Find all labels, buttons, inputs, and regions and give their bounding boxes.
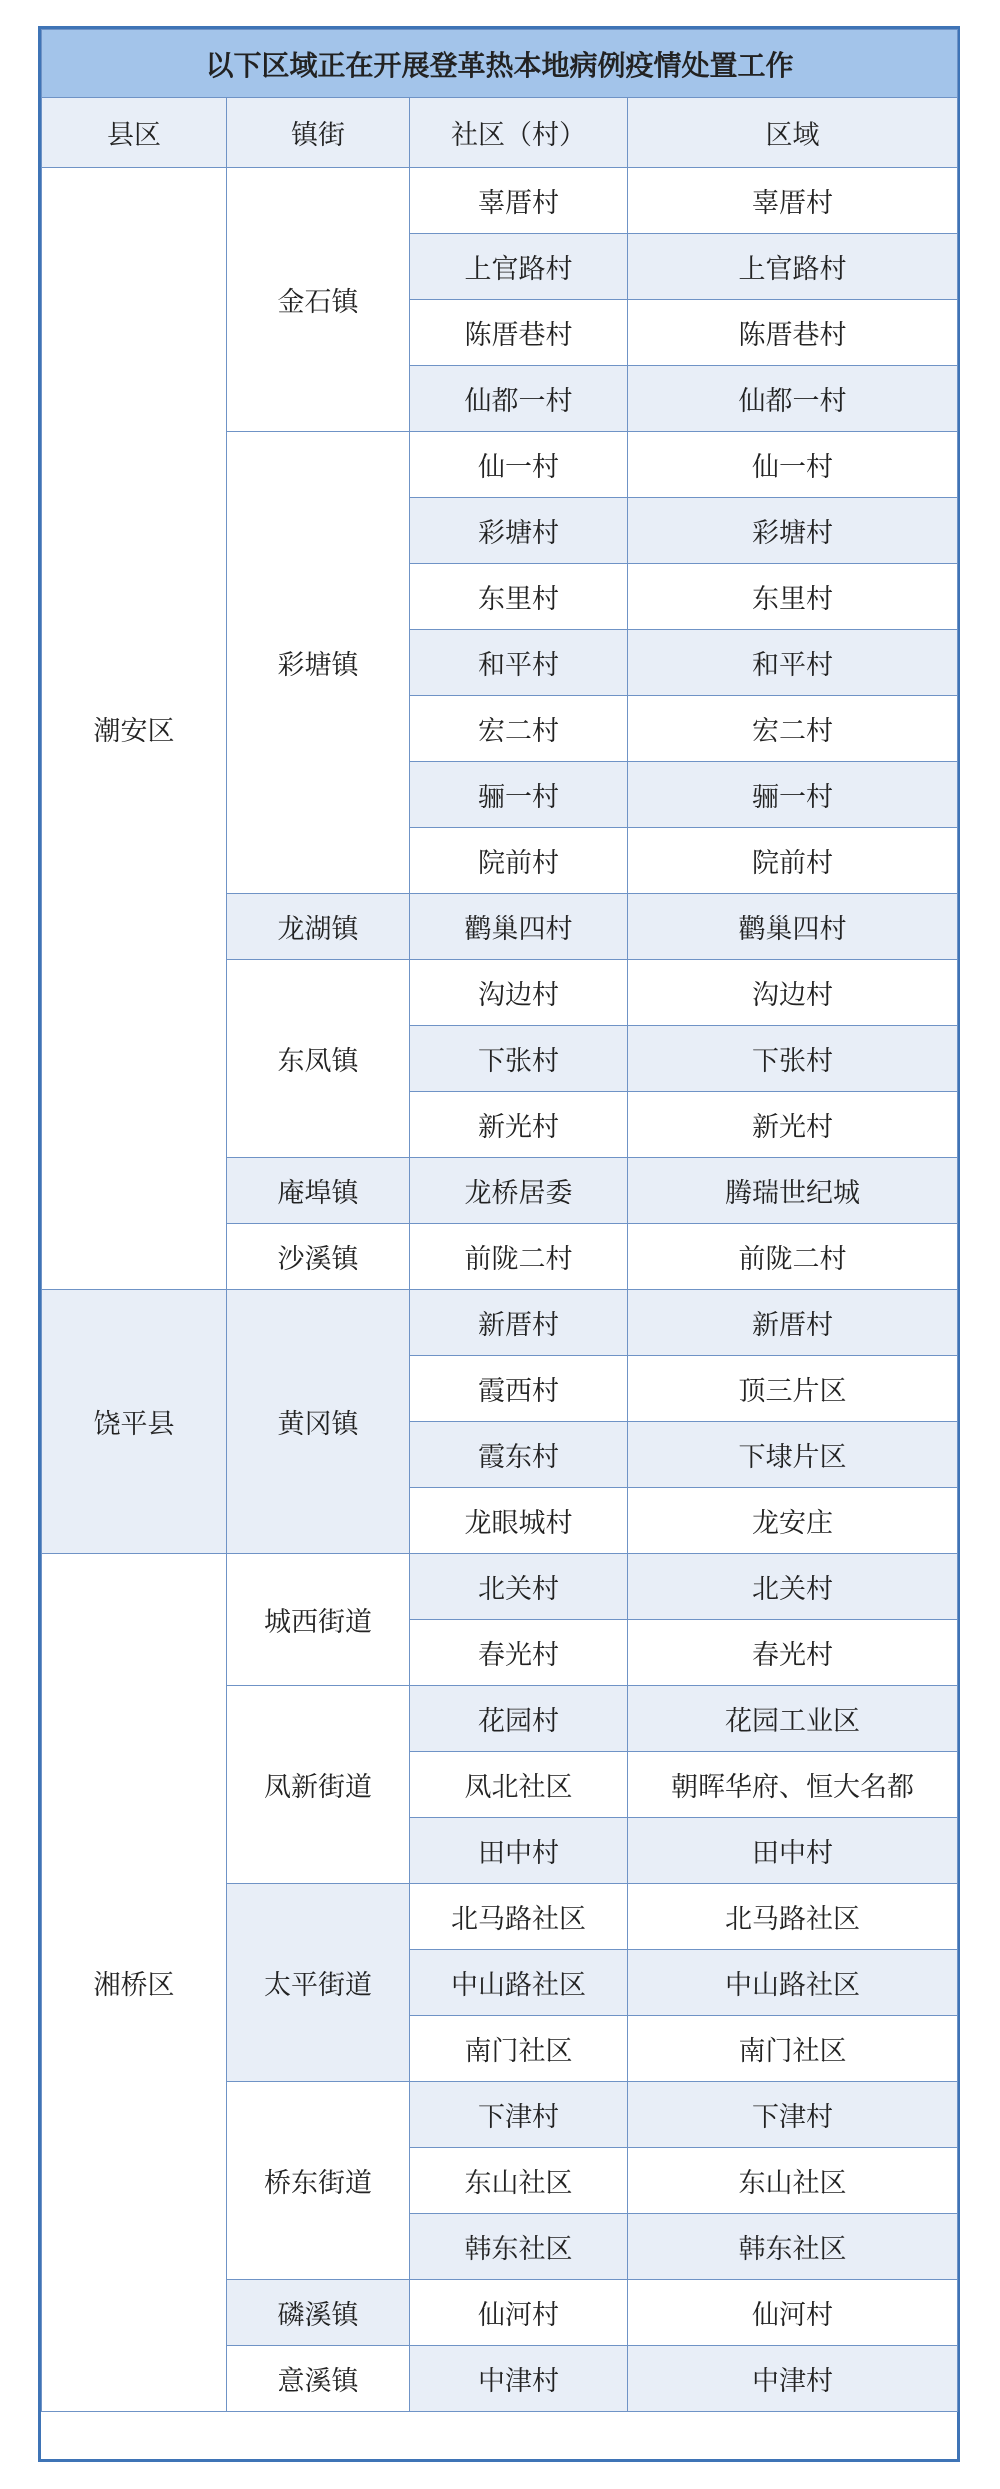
- community-cell: 东山社区: [410, 2148, 628, 2214]
- community-cell: 和平村: [410, 630, 628, 696]
- area-cell: 下津村: [628, 2082, 958, 2148]
- area-cell: 北关村: [628, 1554, 958, 1620]
- area-cell: 鹳巢四村: [628, 894, 958, 960]
- community-cell: 骊一村: [410, 762, 628, 828]
- header-community: 社区（村）: [410, 98, 628, 168]
- table-body: [42, 168, 958, 2412]
- area-cell: 朝晖华府、恒大名都: [628, 1752, 958, 1818]
- community-cell: 彩塘村: [410, 498, 628, 564]
- area-cell: 东里村: [628, 564, 958, 630]
- header-row: [42, 98, 958, 168]
- area-cell: 下埭片区: [628, 1422, 958, 1488]
- community-cell: 前陇二村: [410, 1224, 628, 1290]
- area-cell: 辜厝村: [628, 168, 958, 234]
- community-cell: 东里村: [410, 564, 628, 630]
- table-frame: [38, 26, 960, 2462]
- town-cell: 龙湖镇: [227, 894, 410, 960]
- community-cell: 陈厝巷村: [410, 300, 628, 366]
- town-cell: 磷溪镇: [227, 2280, 410, 2346]
- community-cell: 下津村: [410, 2082, 628, 2148]
- area-cell: 仙一村: [628, 432, 958, 498]
- town-cell: 沙溪镇: [227, 1224, 410, 1290]
- county-cell: 饶平县: [42, 1290, 227, 1554]
- table-title: 以下区域正在开展登革热本地病例疫情处置工作: [42, 30, 958, 98]
- town-cell: 桥东街道: [227, 2082, 410, 2280]
- town-cell: 东凤镇: [227, 960, 410, 1158]
- community-cell: 霞西村: [410, 1356, 628, 1422]
- community-cell: 北关村: [410, 1554, 628, 1620]
- area-cell: 韩东社区: [628, 2214, 958, 2280]
- community-cell: 南门社区: [410, 2016, 628, 2082]
- community-cell: 凤北社区: [410, 1752, 628, 1818]
- area-cell: 南门社区: [628, 2016, 958, 2082]
- area-cell: 新光村: [628, 1092, 958, 1158]
- community-cell: 新光村: [410, 1092, 628, 1158]
- area-cell: 顶三片区: [628, 1356, 958, 1422]
- header-town: 镇街: [227, 98, 410, 168]
- area-cell: 骊一村: [628, 762, 958, 828]
- community-cell: 沟边村: [410, 960, 628, 1026]
- area-cell: 龙安庄: [628, 1488, 958, 1554]
- area-cell: 下张村: [628, 1026, 958, 1092]
- community-cell: 宏二村: [410, 696, 628, 762]
- town-cell: 太平街道: [227, 1884, 410, 2082]
- area-cell: 院前村: [628, 828, 958, 894]
- area-cell: 和平村: [628, 630, 958, 696]
- community-cell: 仙都一村: [410, 366, 628, 432]
- town-cell: 城西街道: [227, 1554, 410, 1686]
- table-row: [42, 1290, 958, 1356]
- table-row: [42, 1554, 958, 1620]
- community-cell: 田中村: [410, 1818, 628, 1884]
- area-cell: 沟边村: [628, 960, 958, 1026]
- community-cell: 仙一村: [410, 432, 628, 498]
- header-county: 县区: [42, 98, 227, 168]
- area-cell: 田中村: [628, 1818, 958, 1884]
- area-cell: 东山社区: [628, 2148, 958, 2214]
- area-cell: 花园工业区: [628, 1686, 958, 1752]
- area-cell: 新厝村: [628, 1290, 958, 1356]
- community-cell: 辜厝村: [410, 168, 628, 234]
- community-cell: 新厝村: [410, 1290, 628, 1356]
- town-cell: 意溪镇: [227, 2346, 410, 2412]
- community-cell: 韩东社区: [410, 2214, 628, 2280]
- town-cell: 彩塘镇: [227, 432, 410, 894]
- community-cell: 鹳巢四村: [410, 894, 628, 960]
- community-cell: 龙眼城村: [410, 1488, 628, 1554]
- community-cell: 仙河村: [410, 2280, 628, 2346]
- town-cell: 金石镇: [227, 168, 410, 432]
- community-cell: 春光村: [410, 1620, 628, 1686]
- community-cell: 下张村: [410, 1026, 628, 1092]
- area-cell: 陈厝巷村: [628, 300, 958, 366]
- county-cell: 潮安区: [42, 168, 227, 1290]
- community-cell: 龙桥居委: [410, 1158, 628, 1224]
- table-row: [42, 168, 958, 234]
- area-cell: 腾瑞世纪城: [628, 1158, 958, 1224]
- area-cell: 中津村: [628, 2346, 958, 2412]
- area-cell: 中山路社区: [628, 1950, 958, 2016]
- area-cell: 前陇二村: [628, 1224, 958, 1290]
- area-cell: 彩塘村: [628, 498, 958, 564]
- community-cell: 北马路社区: [410, 1884, 628, 1950]
- header-area: 区域: [628, 98, 958, 168]
- area-cell: 春光村: [628, 1620, 958, 1686]
- community-cell: 霞东村: [410, 1422, 628, 1488]
- town-cell: 庵埠镇: [227, 1158, 410, 1224]
- town-cell: 黄冈镇: [227, 1290, 410, 1554]
- area-cell: 宏二村: [628, 696, 958, 762]
- community-cell: 中山路社区: [410, 1950, 628, 2016]
- community-cell: 上官路村: [410, 234, 628, 300]
- outbreak-table: [41, 29, 958, 2412]
- county-cell: 湘桥区: [42, 1554, 227, 2412]
- community-cell: 院前村: [410, 828, 628, 894]
- area-cell: 仙都一村: [628, 366, 958, 432]
- area-cell: 仙河村: [628, 2280, 958, 2346]
- community-cell: 中津村: [410, 2346, 628, 2412]
- town-cell: 凤新街道: [227, 1686, 410, 1884]
- area-cell: 上官路村: [628, 234, 958, 300]
- community-cell: 花园村: [410, 1686, 628, 1752]
- area-cell: 北马路社区: [628, 1884, 958, 1950]
